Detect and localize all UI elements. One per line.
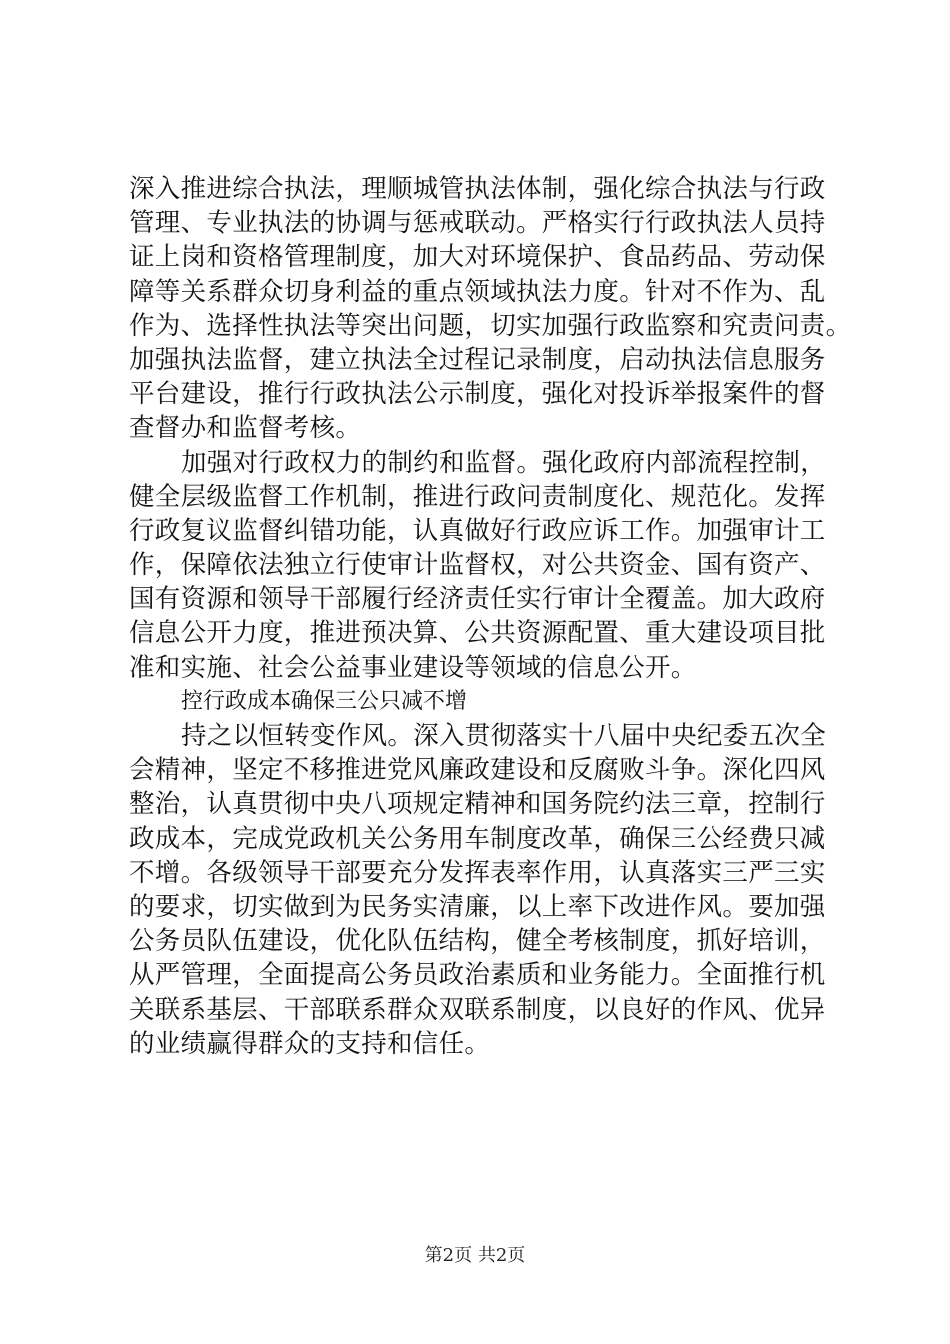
section-heading: 控行政成本确保三公只减不增: [181, 688, 468, 714]
text-line: 的要求，切实做到为民务实清廉，以上率下改进作风。要加强: [129, 891, 826, 922]
text-line: 作为、选择性执法等突出问题，切实加强行政监察和究责问责。: [129, 310, 852, 341]
text-line: 信息公开力度，推进预决算、公共资源配置、重大建设项目批: [129, 618, 826, 649]
page-number-footer: 第2页 共2页: [424, 1245, 526, 1266]
text-line: 会精神，坚定不移推进党风廉政建设和反腐败斗争。深化四风: [129, 755, 826, 786]
text-line: 关联系基层、干部联系群众双联系制度，以良好的作风、优异: [129, 994, 826, 1025]
text-line: 的业绩赢得群众的支持和信任。: [129, 1028, 491, 1059]
text-line: 从严管理，全面提高公务员政治素质和业务能力。全面推行机: [129, 960, 826, 991]
text-line: 准和实施、社会公益事业建设等领域的信息公开。: [129, 652, 697, 683]
text-line: 行政复议监督纠错功能，认真做好行政应诉工作。加强审计工: [129, 515, 826, 546]
text-line: 健全层级监督工作机制，推进行政问责制度化、规范化。发挥: [129, 481, 826, 512]
text-line: 平台建设，推行行政执法公示制度，强化对投诉举报案件的督: [129, 379, 826, 410]
text-line: 政成本，完成党政机关公务用车制度改革，确保三公经费只减: [129, 823, 826, 854]
paragraph-first-line: 加强对行政权力的制约和监督。强化政府内部流程控制，: [181, 447, 827, 478]
text-line: 国有资源和领导干部履行经济责任实行审计全覆盖。加大政府: [129, 584, 826, 615]
paragraph-first-line: 持之以恒转变作风。深入贯彻落实十八届中央纪委五次全: [181, 721, 827, 751]
text-line: 整治，认真贯彻中央八项规定精神和国务院约法三章，控制行: [129, 789, 826, 820]
text-line: 公务员队伍建设，优化队伍结构，健全考核制度，抓好培训，: [129, 926, 826, 957]
text-line: 障等关系群众切身利益的重点领域执法力度。针对不作为、乱: [129, 276, 826, 307]
text-line: 不增。各级领导干部要充分发挥表率作用，认真落实三严三实: [129, 857, 826, 888]
text-line: 查督办和监督考核。: [129, 413, 362, 444]
text-line: 深入推进综合执法，理顺城管执法体制，强化综合执法与行政: [129, 174, 826, 204]
text-line: 管理、专业执法的协调与惩戒联动。严格实行行政执法人员持: [129, 208, 826, 239]
text-line: 加强执法监督，建立执法全过程记录制度，启动执法信息服务: [129, 344, 826, 375]
text-line: 作，保障依法独立行使审计监督权，对公共资金、国有资产、: [129, 550, 826, 581]
text-line: 证上岗和资格管理制度，加大对环境保护、食品药品、劳动保: [129, 242, 826, 273]
document-body: [129, 172, 852, 1061]
